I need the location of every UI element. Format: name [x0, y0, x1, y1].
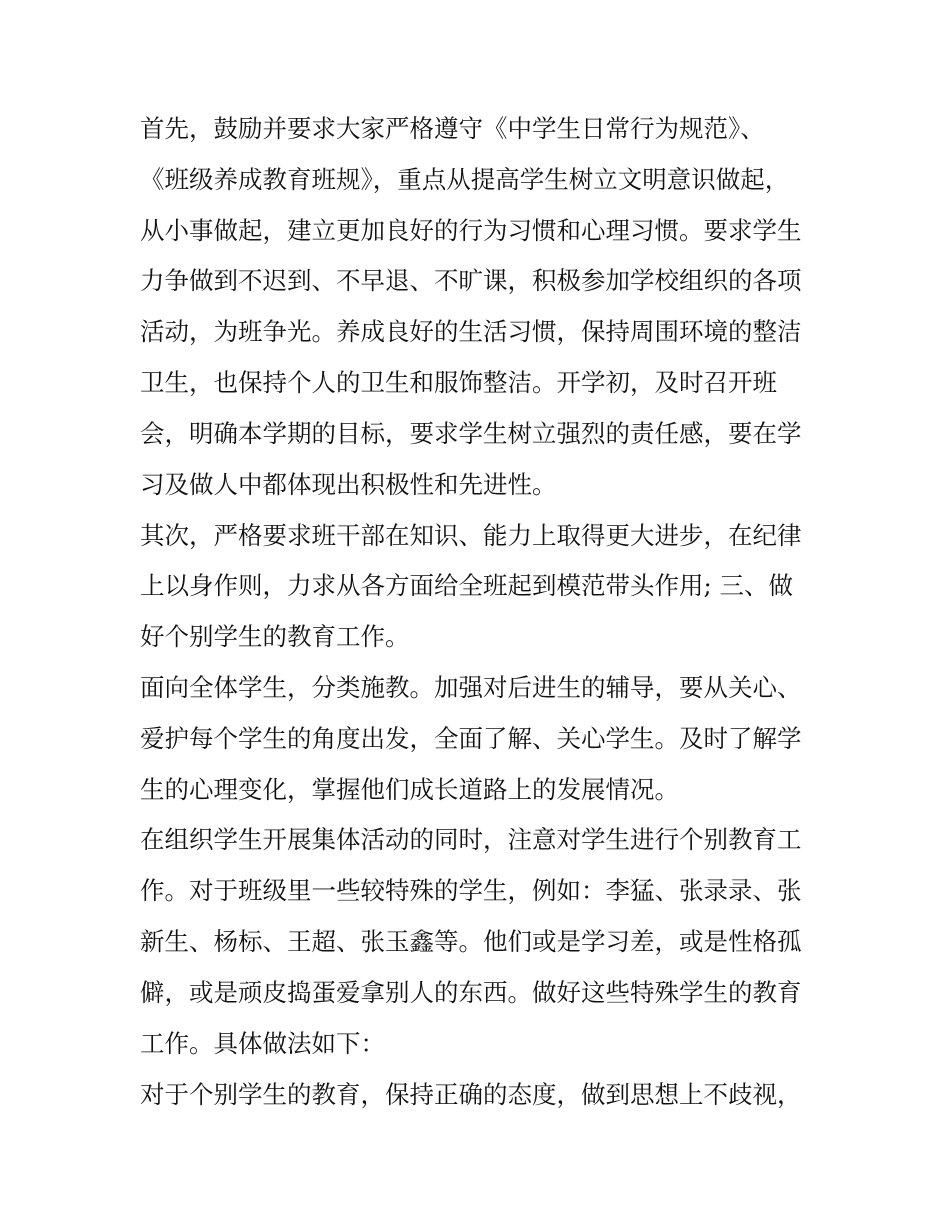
text-line: 面向全体学生，分类施教。加强对后进生的辅导，要从关心、	[140, 673, 802, 702]
text-line: 《班级养成教育班规》，重点从提高学生树立文明意识做起，	[140, 165, 790, 194]
text-line: 习及做人中都体现出积极性和先进性。	[140, 470, 557, 499]
text-line: 其次，严格要求班干部在知识、能力上取得更大进步，在纪律	[140, 521, 802, 550]
text-line: 僻，或是顽皮捣蛋爱拿别人的东西。做好这些特殊学生的教育	[140, 978, 802, 1007]
text-line: 首先，鼓励并要求大家严格遵守《中学生日常行为规范》、	[140, 114, 765, 143]
text-line: 上以身作则，力求从各方面给全班起到模范带头作用; 三、做	[140, 571, 794, 600]
text-line: 生的心理变化，掌握他们成长道路上的发展情况。	[140, 775, 679, 804]
text-line: 从小事做起，建立更加良好的行为习惯和心理习惯。要求学生	[140, 216, 802, 245]
text-line: 对于个别学生的教育，保持正确的态度，做到思想上不歧视，	[140, 1080, 802, 1109]
text-line: 活动，为班争光。养成良好的生活习惯，保持周围环境的整洁	[140, 317, 802, 346]
text-line: 工作。具体做法如下：	[140, 1029, 385, 1058]
text-line: 作。对于班级里一些较特殊的学生，例如：李猛、张录录、张	[140, 876, 802, 905]
text-line: 卫生，也保持个人的卫生和服饰整洁。开学初，及时召开班	[140, 368, 777, 397]
text-line: 在组织学生开展集体活动的同时，注意对学生进行个别教育工	[140, 825, 802, 854]
text-line: 力争做到不迟到、不早退、不旷课，积极参加学校组织的各项	[140, 266, 802, 295]
text-line: 会，明确本学期的目标，要求学生树立强烈的责任感，要在学	[140, 419, 802, 448]
text-line: 新生、杨标、王超、张玉鑫等。他们或是学习差，或是性格孤	[140, 927, 802, 956]
text-line: 好个别学生的教育工作。	[140, 622, 410, 651]
text-line: 爱护每个学生的角度出发，全面了解、关心学生。及时了解学	[140, 724, 802, 753]
